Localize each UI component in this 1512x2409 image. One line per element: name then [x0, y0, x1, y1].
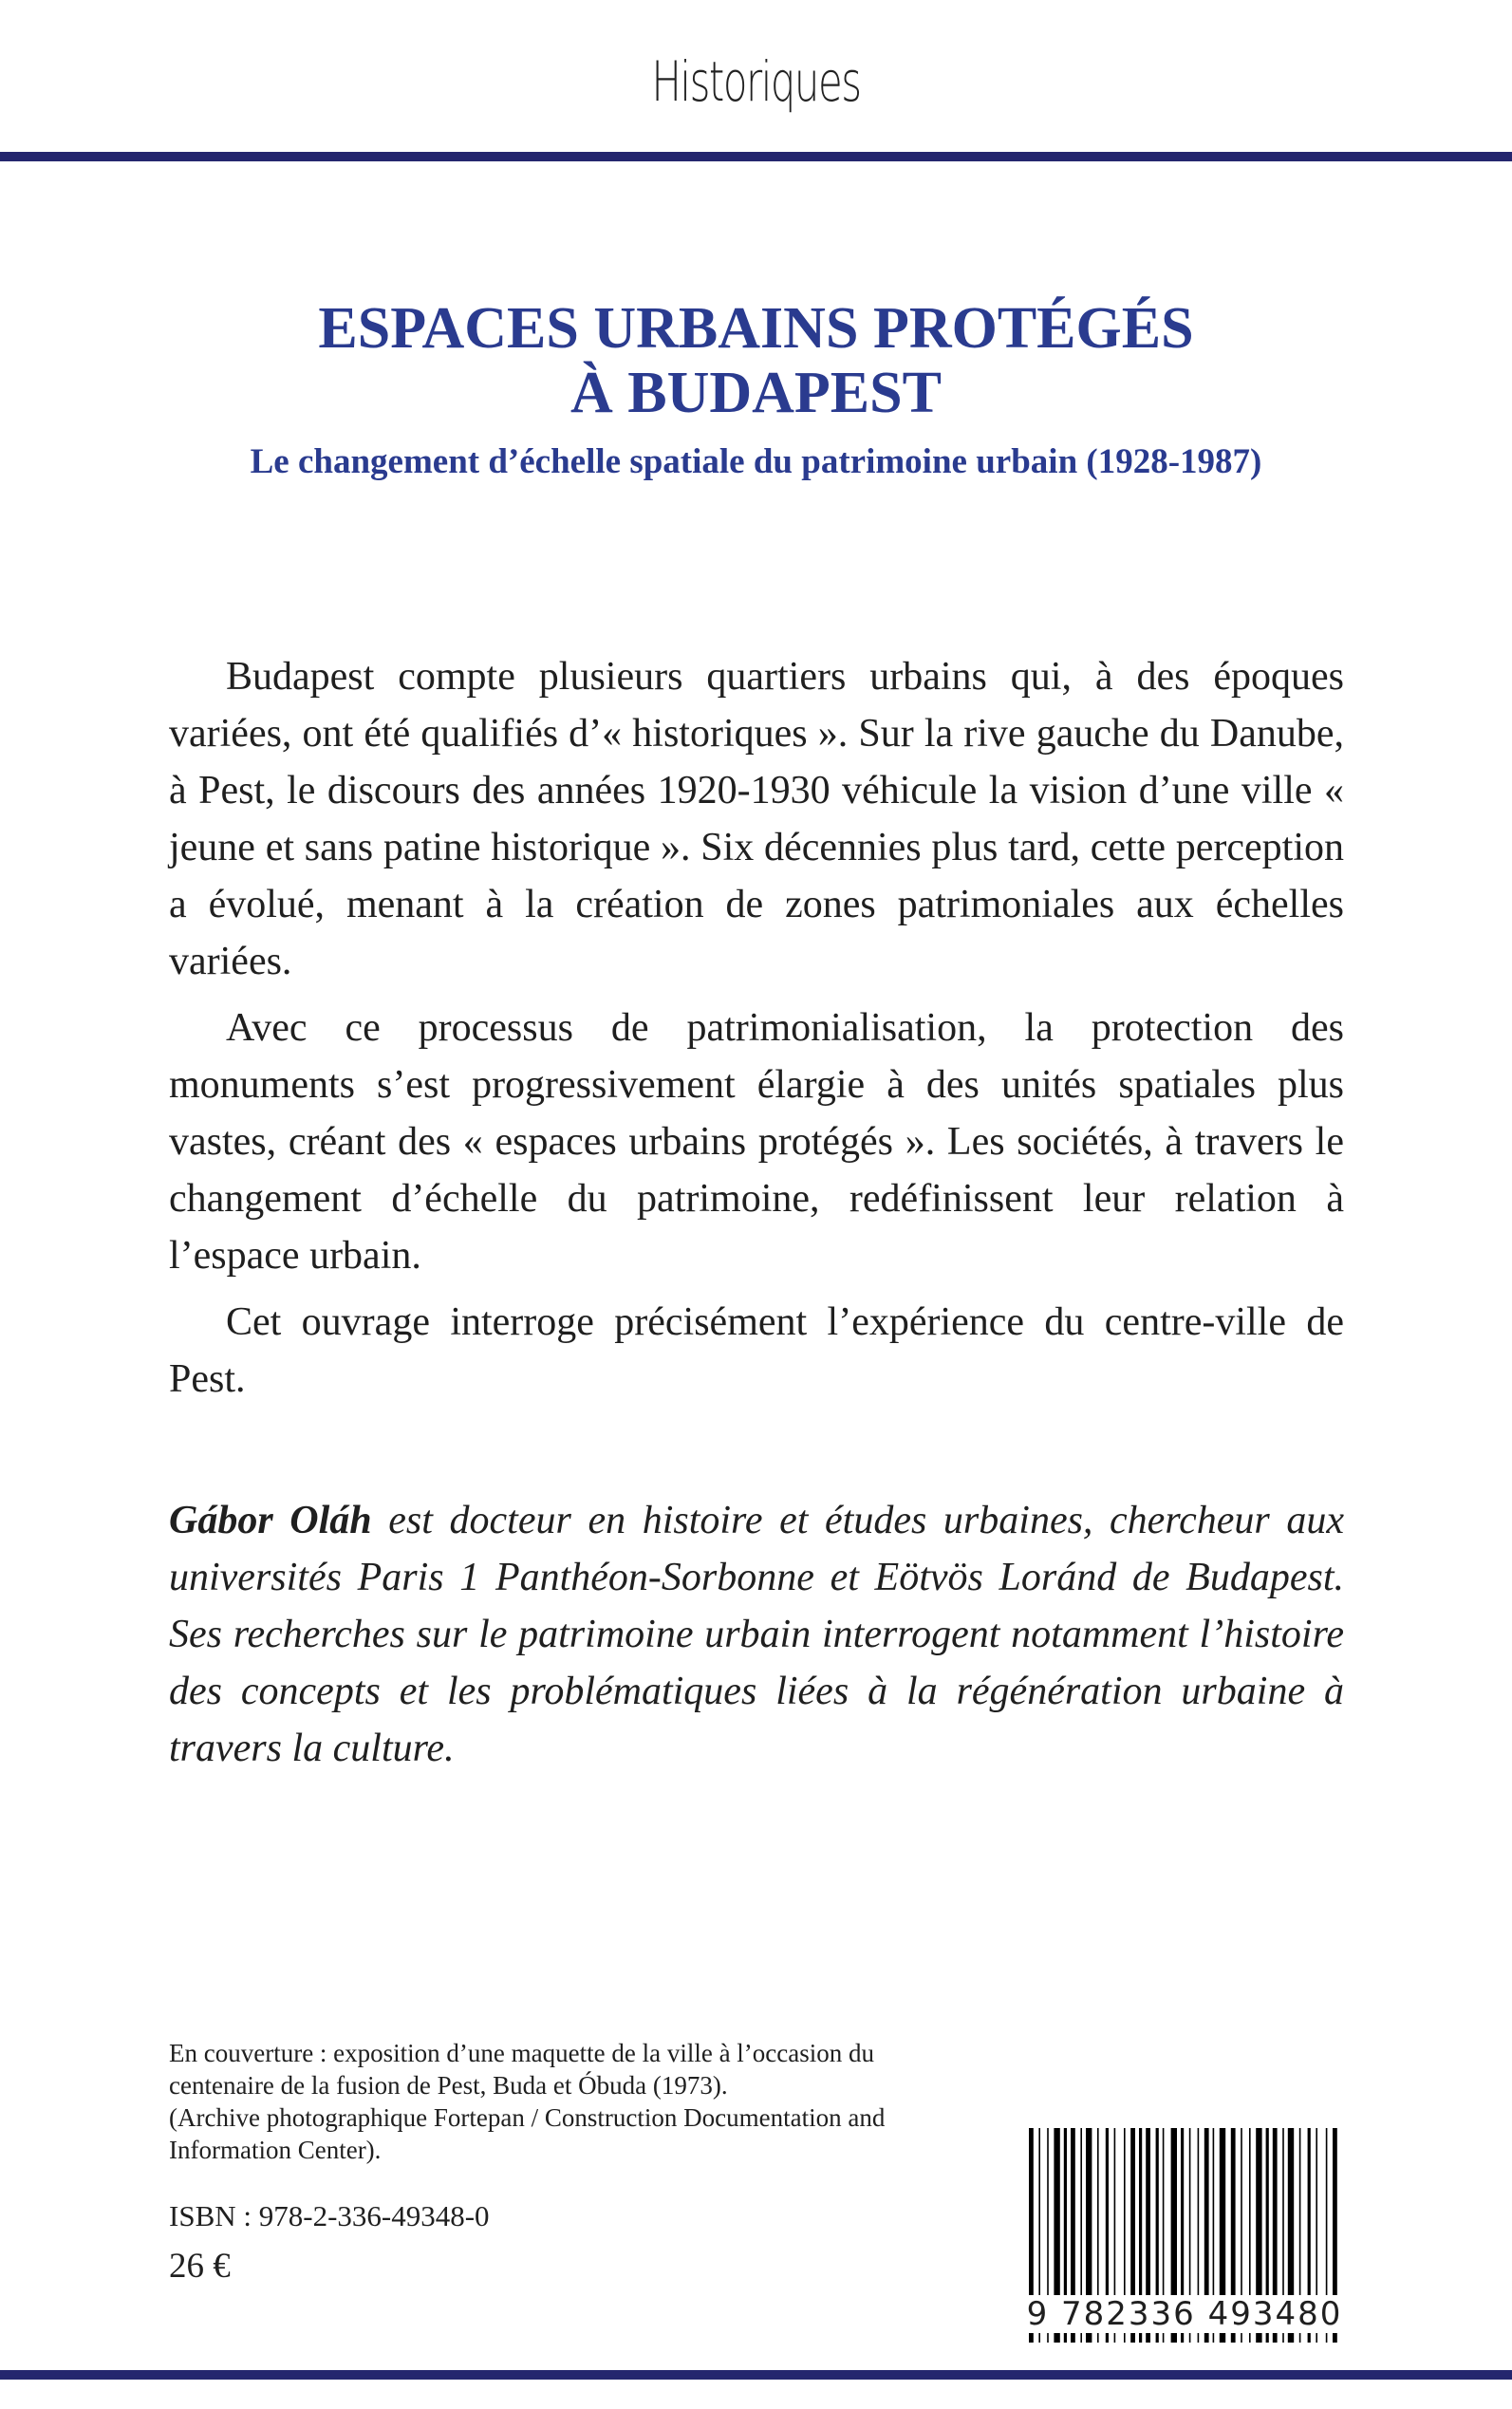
credit-line: Information Center). — [169, 2136, 382, 2164]
top-rule — [0, 152, 1512, 161]
blurb-paragraph: Budapest compte plusieurs quartiers urbains qui, à des époques variées, ont été qualifiés d’« historiques ». Sur la rive gauche du Danube, à Pest, le discours des années 1920-1930 véhicule la vision d’une ville « jeune et sans patine historique ». Six décennies plus tard, cette perception a évolué, menant à la création de zones patrimoniales aux échelles variées. — [169, 655, 1344, 983]
author-name: Gábor Oláh — [169, 1499, 372, 1542]
series-name: Historiques — [651, 49, 861, 114]
credit-line: centenaire de la fusion de Pest, Buda et Óbuda (1973). — [169, 2071, 728, 2100]
author-bio-text: est docteur en histoire et études urbaines, chercheur aux universités Paris 1 Panthéon-Sorbonne et Eötvös Loránd de Budapest. Ses recherches sur le patrimoine urbain interrogent notamment l’histoire des concepts et les problématiques liées à la régénération urbaine à travers la culture. — [169, 1499, 1344, 1770]
credit-line: (Archive photographique Fortepan / Construction Documentation and — [169, 2103, 886, 2132]
blurb-paragraph: Avec ce processus de patrimonialisation, la protection des monuments s’est progressivement élargie à des unités spatiales plus vastes, créant des « espaces urbains protégés ». Les sociétés, à travers le changement d’échelle du patrimoine, redéfinissent leur relation à l’espace urbain. — [169, 1006, 1344, 1278]
barcode-digits: 9 782336 493480 — [1023, 2295, 1346, 2333]
credit-line: En couverture : exposition d’une maquette de la ville à l’occasion du — [169, 2039, 875, 2067]
book-subtitle: Le changement d’échelle spatiale du patrimoine urbain (1928-1987) — [250, 442, 1262, 481]
title-line-2: À BUDAPEST — [569, 361, 942, 425]
book-title — [0, 296, 1512, 425]
title-line-1: ESPACES URBAINS PROTÉGÉS — [318, 296, 1194, 361]
isbn: ISBN : 978-2-336-49348-0 — [169, 2199, 490, 2232]
author-bio — [169, 1492, 1344, 1777]
cover-credit — [169, 2037, 985, 2166]
price: 26 € — [169, 2247, 231, 2286]
blurb — [169, 648, 1344, 1417]
bottom-rule — [0, 2370, 1512, 2380]
blurb-paragraph: Cet ouvrage interroge précisément l’expérience du centre-ville de Pest. — [169, 1300, 1344, 1401]
